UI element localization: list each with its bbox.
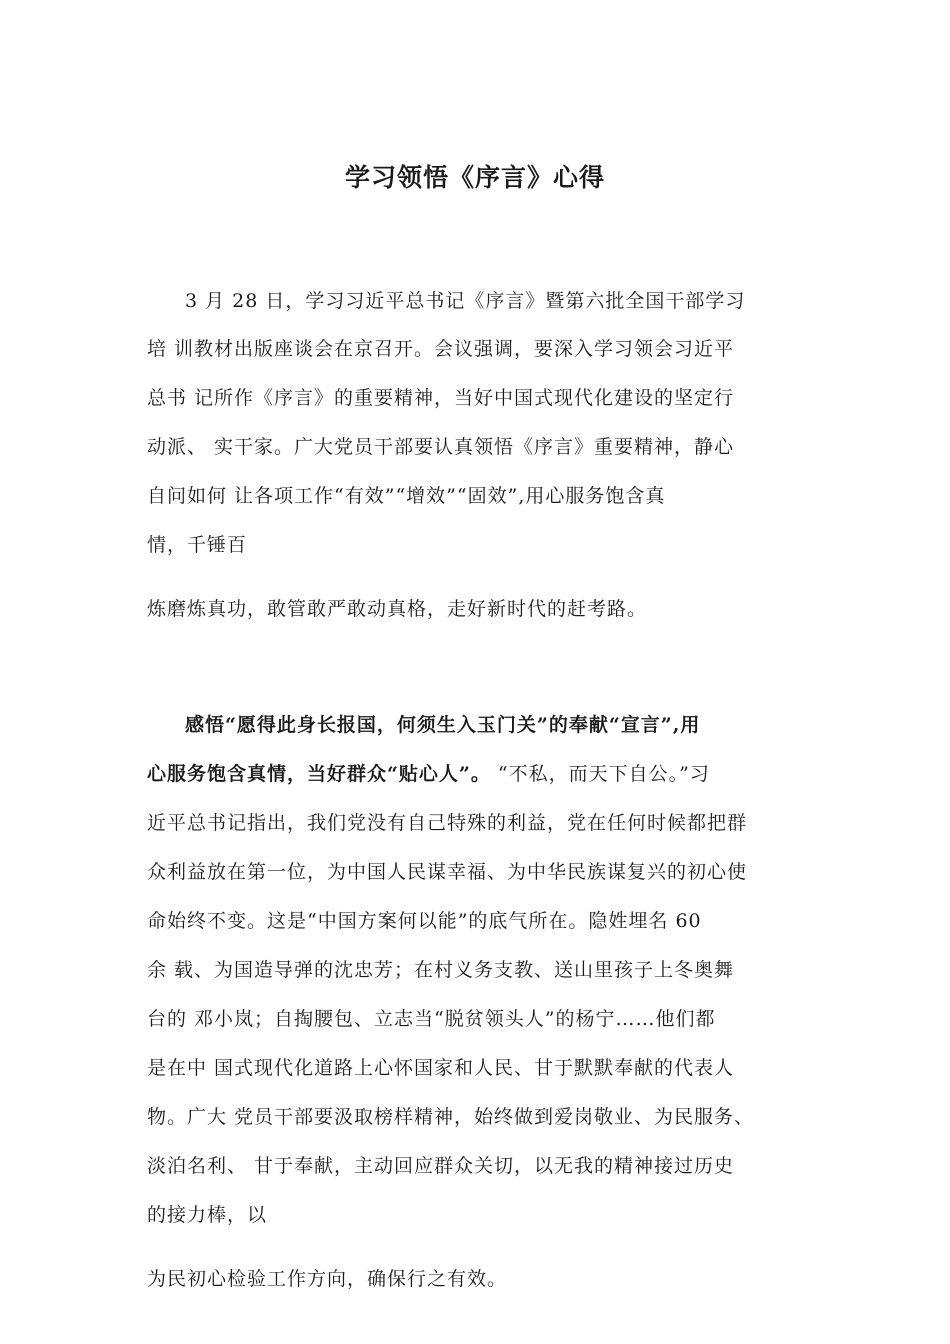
paragraph-1-line: 动派、 实干家。广大党员干部要认真领悟《序言》重要精神，静心: [147, 436, 735, 458]
paragraph-2-line: 台的 邓小岚；自掏腰包、立志当“脱贫领头人”的杨宁……他们都: [147, 1008, 716, 1030]
paragraph-2-heading-end: 心服务饱含真情，当好群众“贴心人”。: [147, 763, 491, 785]
paragraph-1-line: 炼磨炼真功，敢管敢严敢动真格，走好新时代的赶考路。: [147, 598, 648, 620]
paragraph-2-line: 近平总书记指出，我们党没有自己特殊的利益，党在任何时候都把群: [147, 812, 748, 834]
paragraph-1-line: 自问如何 让各项工作“有效”“增效”“固效”,用心服务饱含真: [147, 485, 666, 507]
paragraph-2-line: 众利益放在第一位，为中国人民谋幸福、为中华民族谋复兴的初心使: [147, 861, 748, 883]
paragraph-2-line: 命始终不变。这是“中国方案何以能”的底气所在。隐姓埋名 60: [147, 910, 702, 932]
paragraph-1-line: 3 月 28 日，学习习近平总书记《序言》暨第六批全国干部学习: [185, 290, 746, 312]
paragraph-2-line: 为民初心检验工作方向，确保行之有效。: [147, 1268, 508, 1290]
paragraph-2-line: 是在中 国式现代化道路上心怀国家和人民、甘于默默奉献的代表人: [147, 1057, 735, 1079]
paragraph-2-heading-line: 感悟“愿得此身长报国，何须生入玉门关”的奉献“宣言”,用: [185, 714, 701, 736]
document-title: 学习领悟《序言》心得: [344, 163, 605, 192]
paragraph-1-line: 总书 记所作《序言》的重要精神，当好中国式现代化建设的坚定行: [147, 387, 735, 409]
paragraph-2-quote-start: “不私，而天下自公。”习: [490, 763, 710, 785]
paragraph-2-mixed-line: [147, 759, 827, 786]
paragraph-2-line: 余 载、为国造导弹的沈忠芳；在村义务支教、送山里孩子上冬奥舞: [147, 959, 735, 981]
paragraph-2-line: 物。广大 党员干部要汲取榜样精神，始终做到爱岗敬业、为民服务、: [147, 1106, 755, 1128]
paragraph-2-line: 淡泊名利、 甘于奉献，主动回应群众关切，以无我的精神接过历史: [147, 1155, 735, 1177]
paragraph-1-line: 培 训教材出版座谈会在京召开。会议强调，要深入学习领会习近平: [147, 338, 735, 360]
paragraph-1-line: 情，千锤百: [147, 534, 248, 556]
paragraph-2-line: 的接力棒，以: [147, 1204, 268, 1226]
